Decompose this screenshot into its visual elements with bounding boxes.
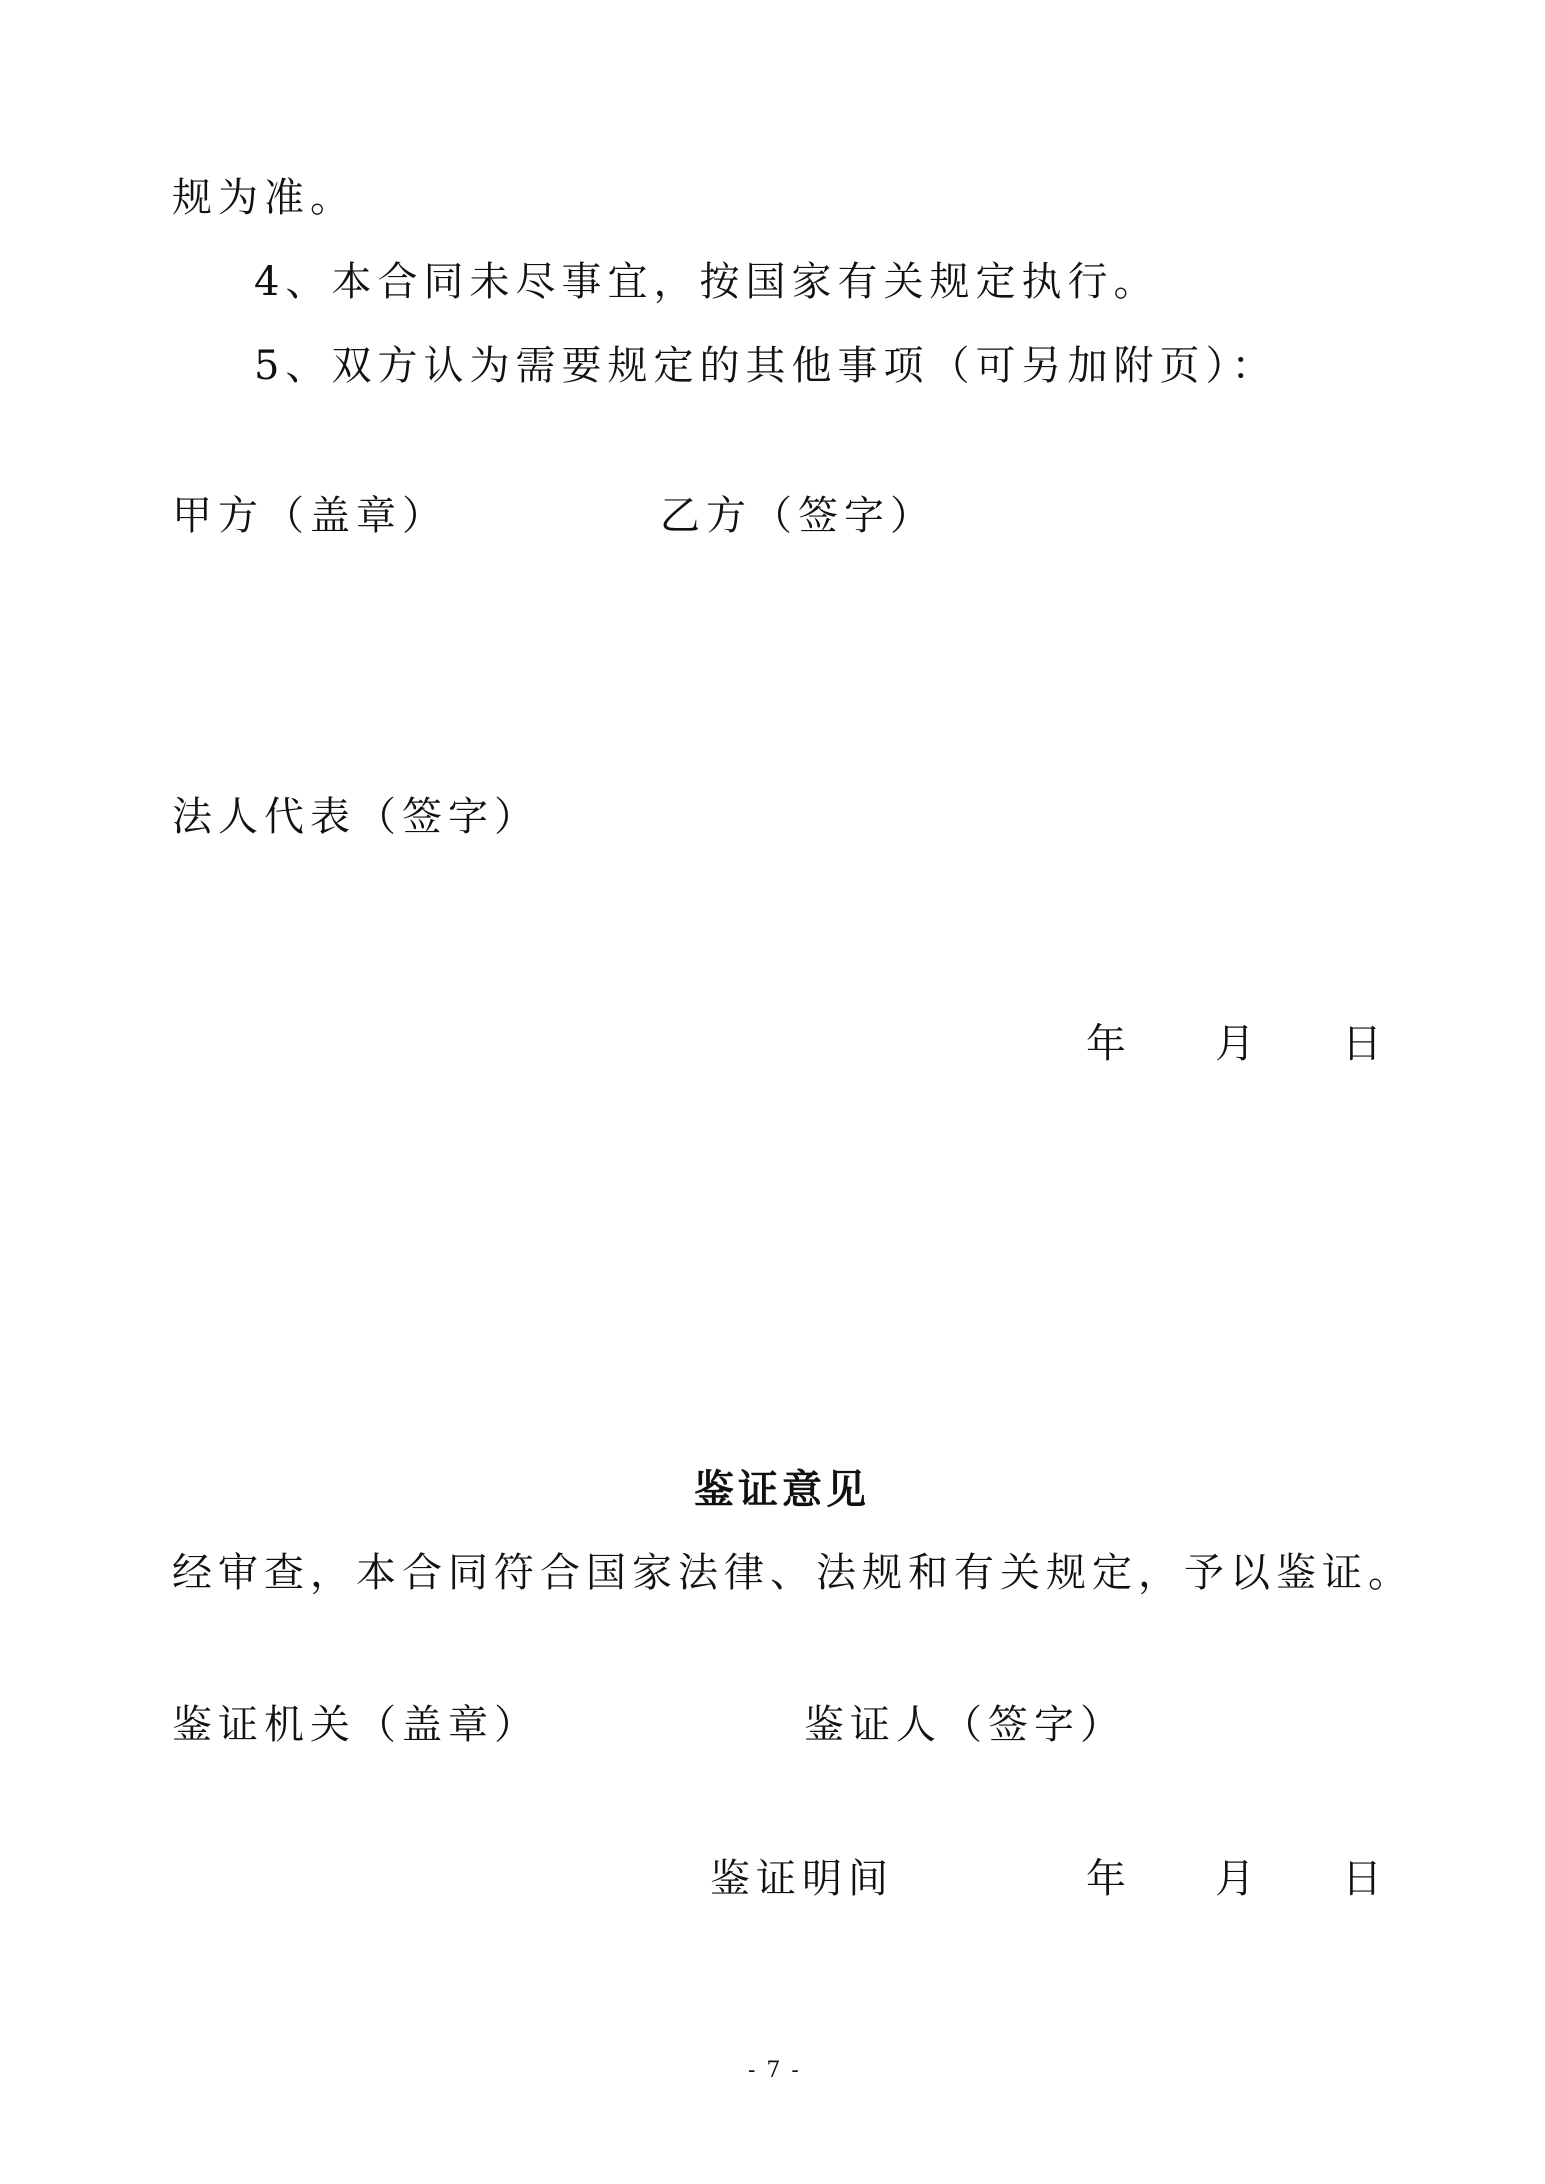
- signature-date-year: 年: [1086, 1021, 1132, 1067]
- verification-date-day: 日: [1342, 1856, 1388, 1902]
- verification-statement: 经审查，本合同符合国家法律、法规和有关规定，予以鉴证。: [172, 1550, 1414, 1596]
- page-number: - 7 -: [748, 2058, 801, 2083]
- clause-item-4: 4、本合同未尽事宜，按国家有关规定执行。: [254, 259, 1160, 305]
- party-a-seal-label: 甲方（盖章）: [172, 493, 448, 539]
- verification-date-month: 月: [1215, 1856, 1261, 1902]
- verification-authority-seal-label: 鉴证机关（盖章）: [172, 1702, 540, 1748]
- verification-title: 鉴证意见: [694, 1466, 870, 1513]
- clause-continued-text: 规为准。: [172, 175, 356, 221]
- signature-date-month: 月: [1215, 1021, 1261, 1067]
- legal-representative-signature-label: 法人代表（签字）: [172, 794, 540, 840]
- verification-date-year: 年: [1086, 1856, 1132, 1902]
- clause-item-5: 5、双方认为需要规定的其他事项（可另加附页）：: [254, 343, 1278, 389]
- party-b-signature-label: 乙方（签字）: [660, 493, 936, 539]
- verification-date-label: 鉴证明间: [710, 1856, 894, 1902]
- verifier-signature-label: 鉴证人（签字）: [804, 1702, 1126, 1748]
- signature-date-day: 日: [1342, 1021, 1388, 1067]
